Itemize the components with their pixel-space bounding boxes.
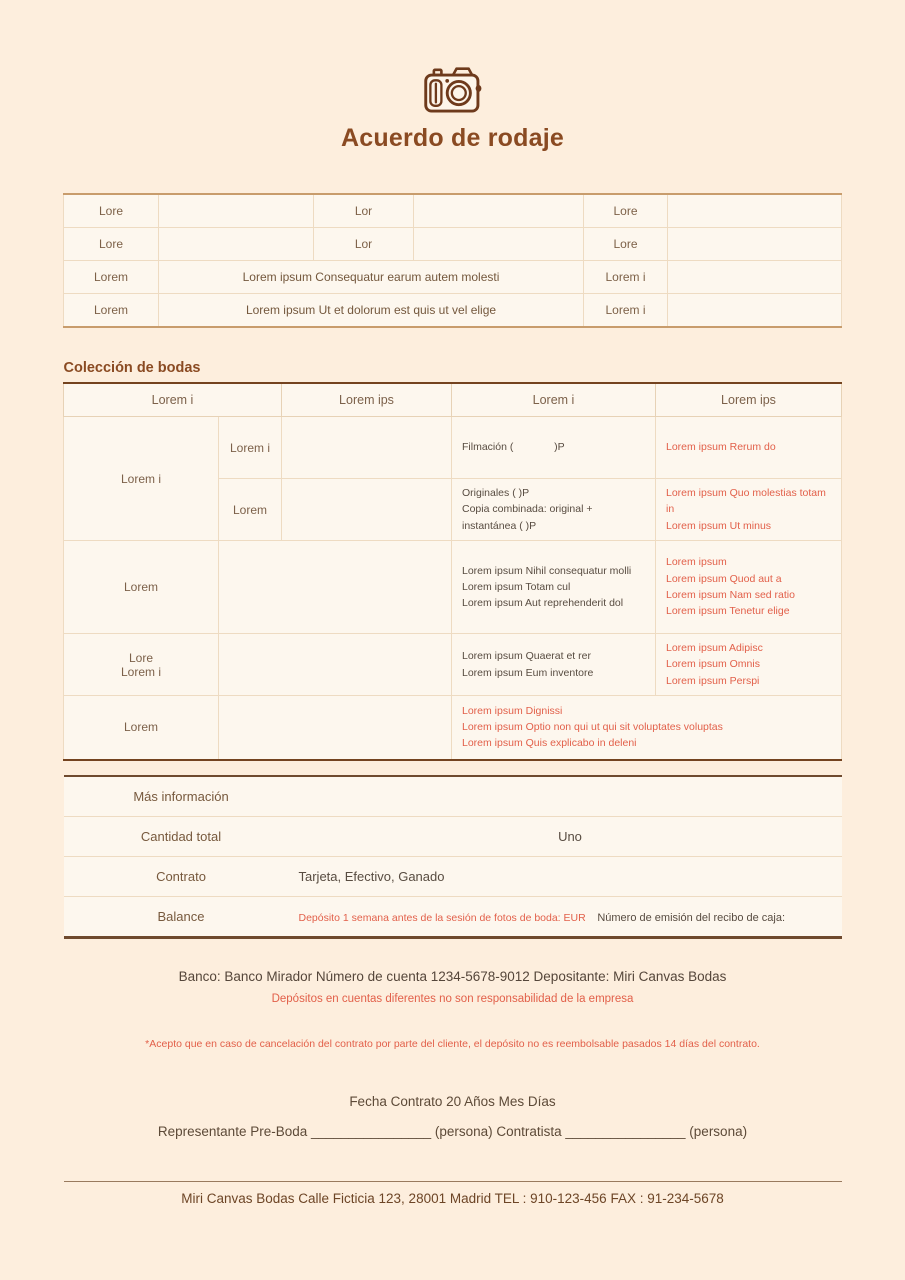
note-line: Lorem ipsum Perspi (666, 674, 760, 687)
table-row (64, 294, 842, 328)
note-line: Lorem ipsum Tenetur elige (666, 605, 790, 618)
desc-line: Lorem ipsum Nihil consequatur molli (462, 564, 632, 577)
note-line: Lorem ipsum Rerum do (666, 441, 776, 454)
note-line: Lorem ipsum Omnis (666, 658, 760, 671)
signature-line: Representante Pre-Boda ________________ (persona) Contratista ________________ (persona) (157, 1123, 748, 1139)
table-row (64, 261, 842, 294)
collection-table (63, 382, 842, 761)
table-cell (656, 634, 842, 696)
table-cell-blank (414, 228, 584, 261)
footer-divider (64, 1181, 842, 1182)
bank-info-line: Banco: Banco Mirador Número de cuenta 1234-5678-9012 Depositante: Miri Canvas Bodas (178, 968, 727, 984)
table-row (64, 696, 842, 760)
note-line: Lorem ipsum Ut minus (666, 519, 772, 532)
table-cell: Lorem ipsum Consequatur earum autem molesti (159, 261, 584, 294)
top-info-table (63, 193, 842, 328)
table-cell-blank (219, 634, 452, 696)
table-cell: Lor (314, 228, 414, 261)
table-cell-blank (668, 194, 842, 228)
summary-row (64, 857, 842, 897)
table-cell (656, 417, 842, 479)
table-cell (452, 541, 656, 634)
table-cell: Lor (314, 194, 414, 228)
table-cell: Lorem (64, 696, 219, 760)
table-cell: Lore (64, 228, 159, 261)
contract-date-line: Fecha Contrato 20 Años Mes Días (349, 1093, 556, 1109)
bank-warning-line: Depósitos en cuentas diferentes no son responsabilidad de la empresa (271, 992, 634, 1005)
table-cell (452, 417, 656, 479)
table-row (64, 228, 842, 261)
desc-line: Lorem ipsum Eum inventore (462, 666, 594, 679)
table-cell: Lore (64, 194, 159, 228)
footer-contact: Miri Canvas Bodas Calle Ficticia 123, 28001 Madrid TEL : 910-123-456 FAX : 91-234-5678 (181, 1190, 724, 1206)
summary-value (299, 909, 842, 924)
note-line: Lorem ipsum Quo molestias totam in (666, 487, 826, 516)
document-header (0, 0, 905, 152)
table-cell: Lorem i (584, 261, 668, 294)
desc-line: Copia combinada: original + instantánea ( )P (462, 503, 593, 532)
table-cell (452, 696, 842, 760)
table-cell-blank (282, 479, 452, 541)
table-cell-blank (668, 261, 842, 294)
column-header: Lorem i (64, 383, 282, 417)
table-cell: Lorem i (219, 417, 282, 479)
note-line: Lorem ipsum Adipisc (666, 642, 763, 655)
table-cell-blank (159, 228, 314, 261)
table-cell-blank (219, 696, 452, 760)
column-header: Lorem ips (282, 383, 452, 417)
summary-row (64, 817, 842, 857)
label-line: Lore (128, 650, 154, 665)
cancellation-disclaimer: *Acepto que en caso de cancelación del contrato por parte del cliente, el depósito no es reembolsable pasados 14 días del contrato. (145, 1037, 760, 1050)
column-header: Lorem i (452, 383, 656, 417)
table-cell-blank (282, 417, 452, 479)
note-line: Lorem ipsum (666, 556, 727, 569)
summary-label: Balance (157, 908, 205, 924)
table-cell (656, 479, 842, 541)
summary-value: Uno (558, 828, 582, 844)
desc-line: Lorem ipsum Quaerat et rer (462, 650, 591, 663)
summary-value: Tarjeta, Efectivo, Ganado (298, 868, 445, 884)
deposit-note: Depósito 1 semana antes de la sesión de fotos de boda: EUR (298, 911, 586, 924)
label-line: Lorem i (120, 664, 161, 679)
desc-line: Originales ( )P (462, 487, 530, 500)
summary-row (64, 777, 842, 817)
table-row (64, 541, 842, 634)
camera-icon (424, 64, 482, 114)
note-line: Lorem ipsum Dignissi (462, 704, 563, 717)
note-line: Lorem ipsum Optio non qui ut qui sit voluptates voluptas (462, 721, 723, 734)
table-cell: Lorem ipsum Ut et dolorum est quis ut vel elige (159, 294, 584, 328)
table-cell-blank (668, 294, 842, 328)
table-cell-blank (668, 228, 842, 261)
table-cell-blank (414, 194, 584, 228)
note-line: Lorem ipsum Quis explicabo in deleni (462, 737, 637, 750)
summary-label: Más información (133, 788, 229, 804)
table-row (64, 417, 842, 479)
table-cell: Lorem (64, 294, 159, 328)
summary-label: Contrato (156, 868, 206, 884)
desc-line: Lorem ipsum Aut reprehenderit dol (462, 597, 624, 610)
table-cell: Lore (584, 228, 668, 261)
table-cell (64, 634, 219, 696)
table-cell (452, 634, 656, 696)
table-row (64, 634, 842, 696)
table-cell-blank (159, 194, 314, 228)
table-cell (656, 541, 842, 634)
table-cell: Lorem i (64, 417, 219, 541)
desc-line: Lorem ipsum Totam cul (462, 580, 571, 593)
note-line: Lorem ipsum Nam sed ratio (666, 589, 795, 601)
summary-label: Cantidad total (140, 828, 222, 844)
table-cell: Lorem (219, 479, 282, 541)
summary-row (64, 897, 842, 936)
table-header-row (64, 383, 842, 417)
table-row (64, 194, 842, 228)
table-cell: Lorem (64, 261, 159, 294)
table-cell (452, 479, 656, 541)
column-header: Lorem ips (656, 383, 842, 417)
table-cell-blank (219, 541, 452, 634)
note-line: Lorem ipsum Quod aut a (666, 572, 782, 585)
table-cell: Lore (584, 194, 668, 228)
receipt-note: Número de emisión del recibo de caja: (597, 911, 786, 924)
page-title: Acuerdo de rodaje (341, 124, 564, 152)
collection-heading: Colección de bodas (63, 360, 201, 376)
table-cell: Lorem (64, 541, 219, 634)
table-cell: Lorem i (584, 294, 668, 328)
desc-line: Filmación ( )P (462, 441, 565, 454)
summary-table (64, 775, 842, 939)
